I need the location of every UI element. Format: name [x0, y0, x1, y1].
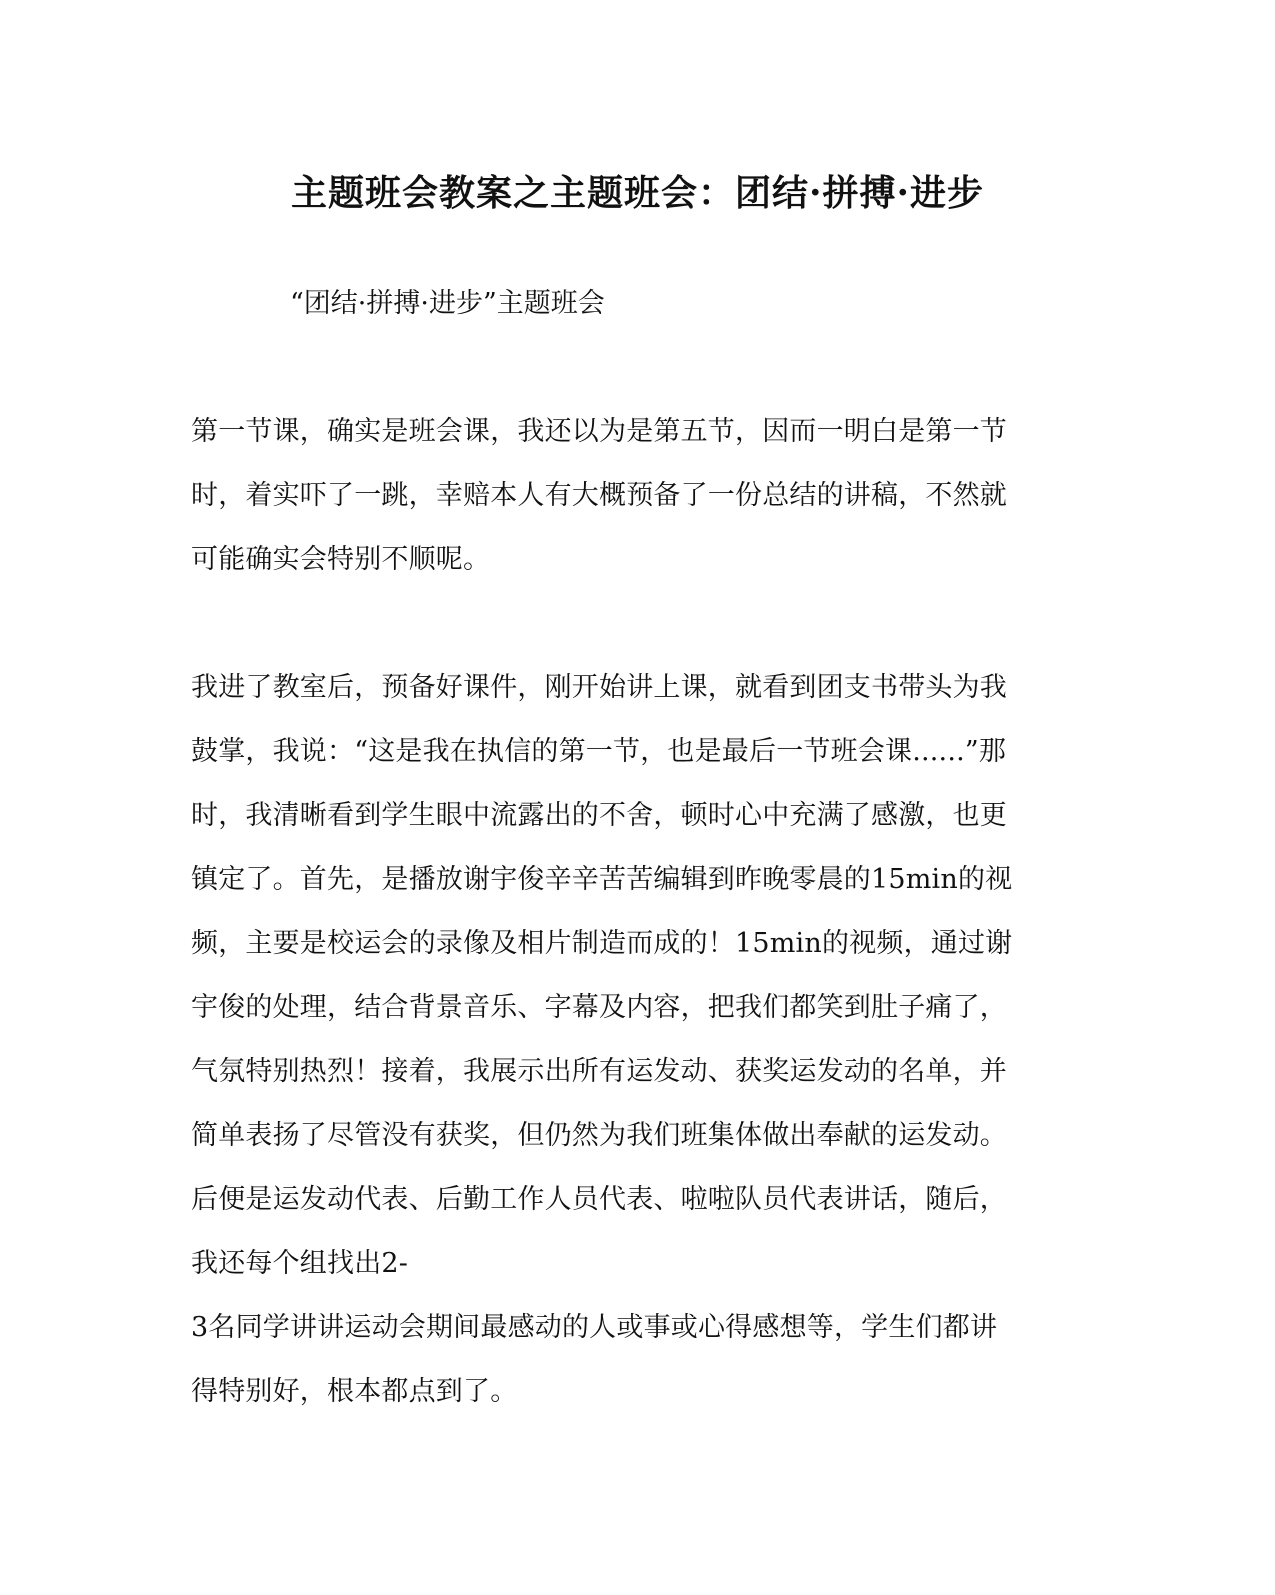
text-line: 宇俊的处理，结合背景音乐、字幕及内容，把我们都笑到肚子痛了，	[191, 992, 1007, 1023]
text-line: 镇定了。首先，是播放谢宇俊辛辛苦苦编辑到昨晚零晨的15min的视	[191, 864, 1013, 895]
paragraph-1	[191, 400, 1061, 592]
text-line: 简单表扬了尽管没有获奖，但仍然为我们班集体做出奉献的运发动。	[191, 1120, 1007, 1151]
text-line: 可能确实会特别不顺呢。	[191, 544, 491, 575]
text-line: 第一节课，确实是班会课，我还以为是第五节，因而一明白是第一节	[191, 416, 1007, 447]
text-line: 时，我清晰看到学生眼中流露出的不舍，顿时心中充满了感激，也更	[191, 800, 1007, 831]
text-line: 频，主要是校运会的录像及相片制造而成的！15min的视频，通过谢	[191, 928, 1013, 959]
paragraph-2	[191, 656, 1061, 1424]
text-line: 时，着实吓了一跳，幸赔本人有大概预备了一份总结的讲稿，不然就	[191, 480, 1007, 511]
document-subtitle: “团结·拼搏·进步”主题班会	[290, 288, 605, 319]
text-line: 鼓掌，我说：“这是我在执信的第一节，也是最后一节班会课......”那	[191, 736, 1007, 767]
text-line: 得特别好，根本都点到了。	[191, 1376, 518, 1407]
text-line: 3名同学讲讲运动会期间最感动的人或事或心得感想等，学生们都讲	[191, 1312, 998, 1343]
text-line: 后便是运发动代表、后勤工作人员代表、啦啦队员代表讲话，随后，	[191, 1184, 1007, 1215]
document-title: 主题班会教案之主题班会：团结·拼搏·进步	[290, 172, 985, 214]
text-line: 我还每个组找出2-	[191, 1248, 409, 1279]
text-line: 气氛特别热烈！接着，我展示出所有运发动、获奖运发动的名单，并	[191, 1056, 1007, 1087]
text-line: 我进了教室后，预备好课件，刚开始讲上课，就看到团支书带头为我	[191, 672, 1007, 703]
